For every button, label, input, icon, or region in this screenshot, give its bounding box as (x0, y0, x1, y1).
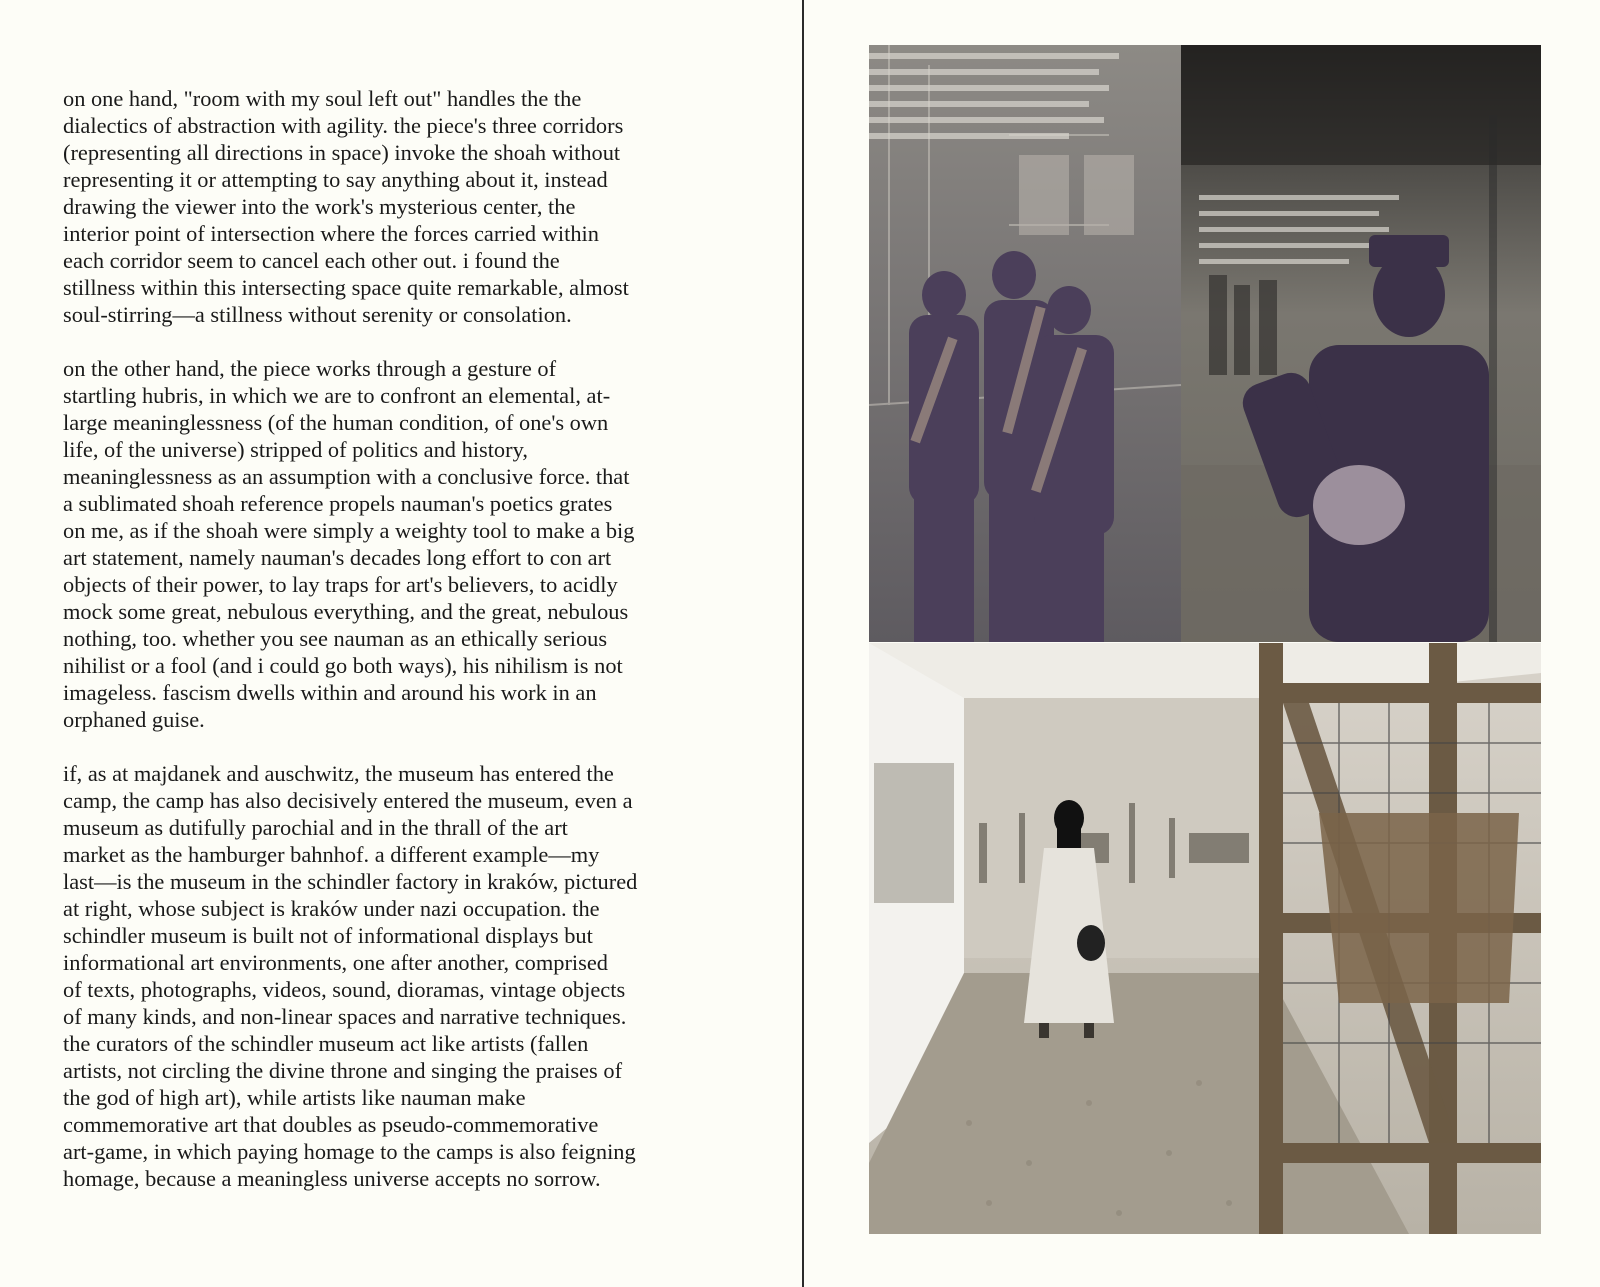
paragraph-2: on the other hand, the piece works through a gesture of startling hubris, in which we are to confront an elemental, at- large meaninglessness (of the human condition, of one's own life, of the universe) stripped of politics and history, meaninglessness as an assumption with a conclusive force. that a sublimated shoah reference propels nauman's poetics grates on me, as if the shoah were simply a weighty tool to make a big art statement, namely nauman's decades long effort to con art objects of their power, to lay traps for art's believers, to acidly mock some great, nebulous everything, and the great, nebulous nothing, too. whether you see nauman as an ethically serious nihilist or a fool (and i could go both ways), his nihilism is not imageless. fascism dwells within and around his work in an orphaned guise. (63, 356, 635, 732)
museum-exhibit-photo-top (869, 45, 1541, 642)
text-column (63, 85, 753, 1219)
paragraph-1: on one hand, "room with my soul left out" handles the the dialectics of abstraction with agility. the piece's three corridors (representing all directions in space) invoke the shoah without representing it or attempting to say anything about it, instead drawing the viewer into the work's mysterious center, the interior point of intersection where the forces carried within each corridor seem to cancel each other out. i found the stillness within this intersecting space quite remarkable, almost soul-stirring—a stillness without serenity or consolation. (63, 86, 629, 327)
photo-bottom-image (869, 643, 1541, 1234)
paragraph-3: if, as at majdanek and auschwitz, the museum has entered the camp, the camp has also decisively entered the museum, even a museum as dutifully parochial and in the thrall of the art market as the hamburger bahnhof. a different example—my last—is the museum in the schindler factory in kraków, pictured at right, whose subject is kraków under nazi occupation. the schindler museum is built not of informational displays but informational art environments, one after another, comprised of texts, photographs, videos, sound, dioramas, vintage objects of many kinds, and non-linear spaces and narrative techniques. the curators of the schindler museum act like artists (fallen artists, not circling the divine throne and singing the praises of the god of high art), while artists like nauman make commemorative art that doubles as pseudo-commemorative art-game, in which paying homage to the camps is also feigning homage, because a meaningless universe accepts no sorrow. (63, 761, 638, 1191)
museum-diorama-photo-bottom (869, 643, 1541, 1234)
photo-top-image (869, 45, 1541, 642)
